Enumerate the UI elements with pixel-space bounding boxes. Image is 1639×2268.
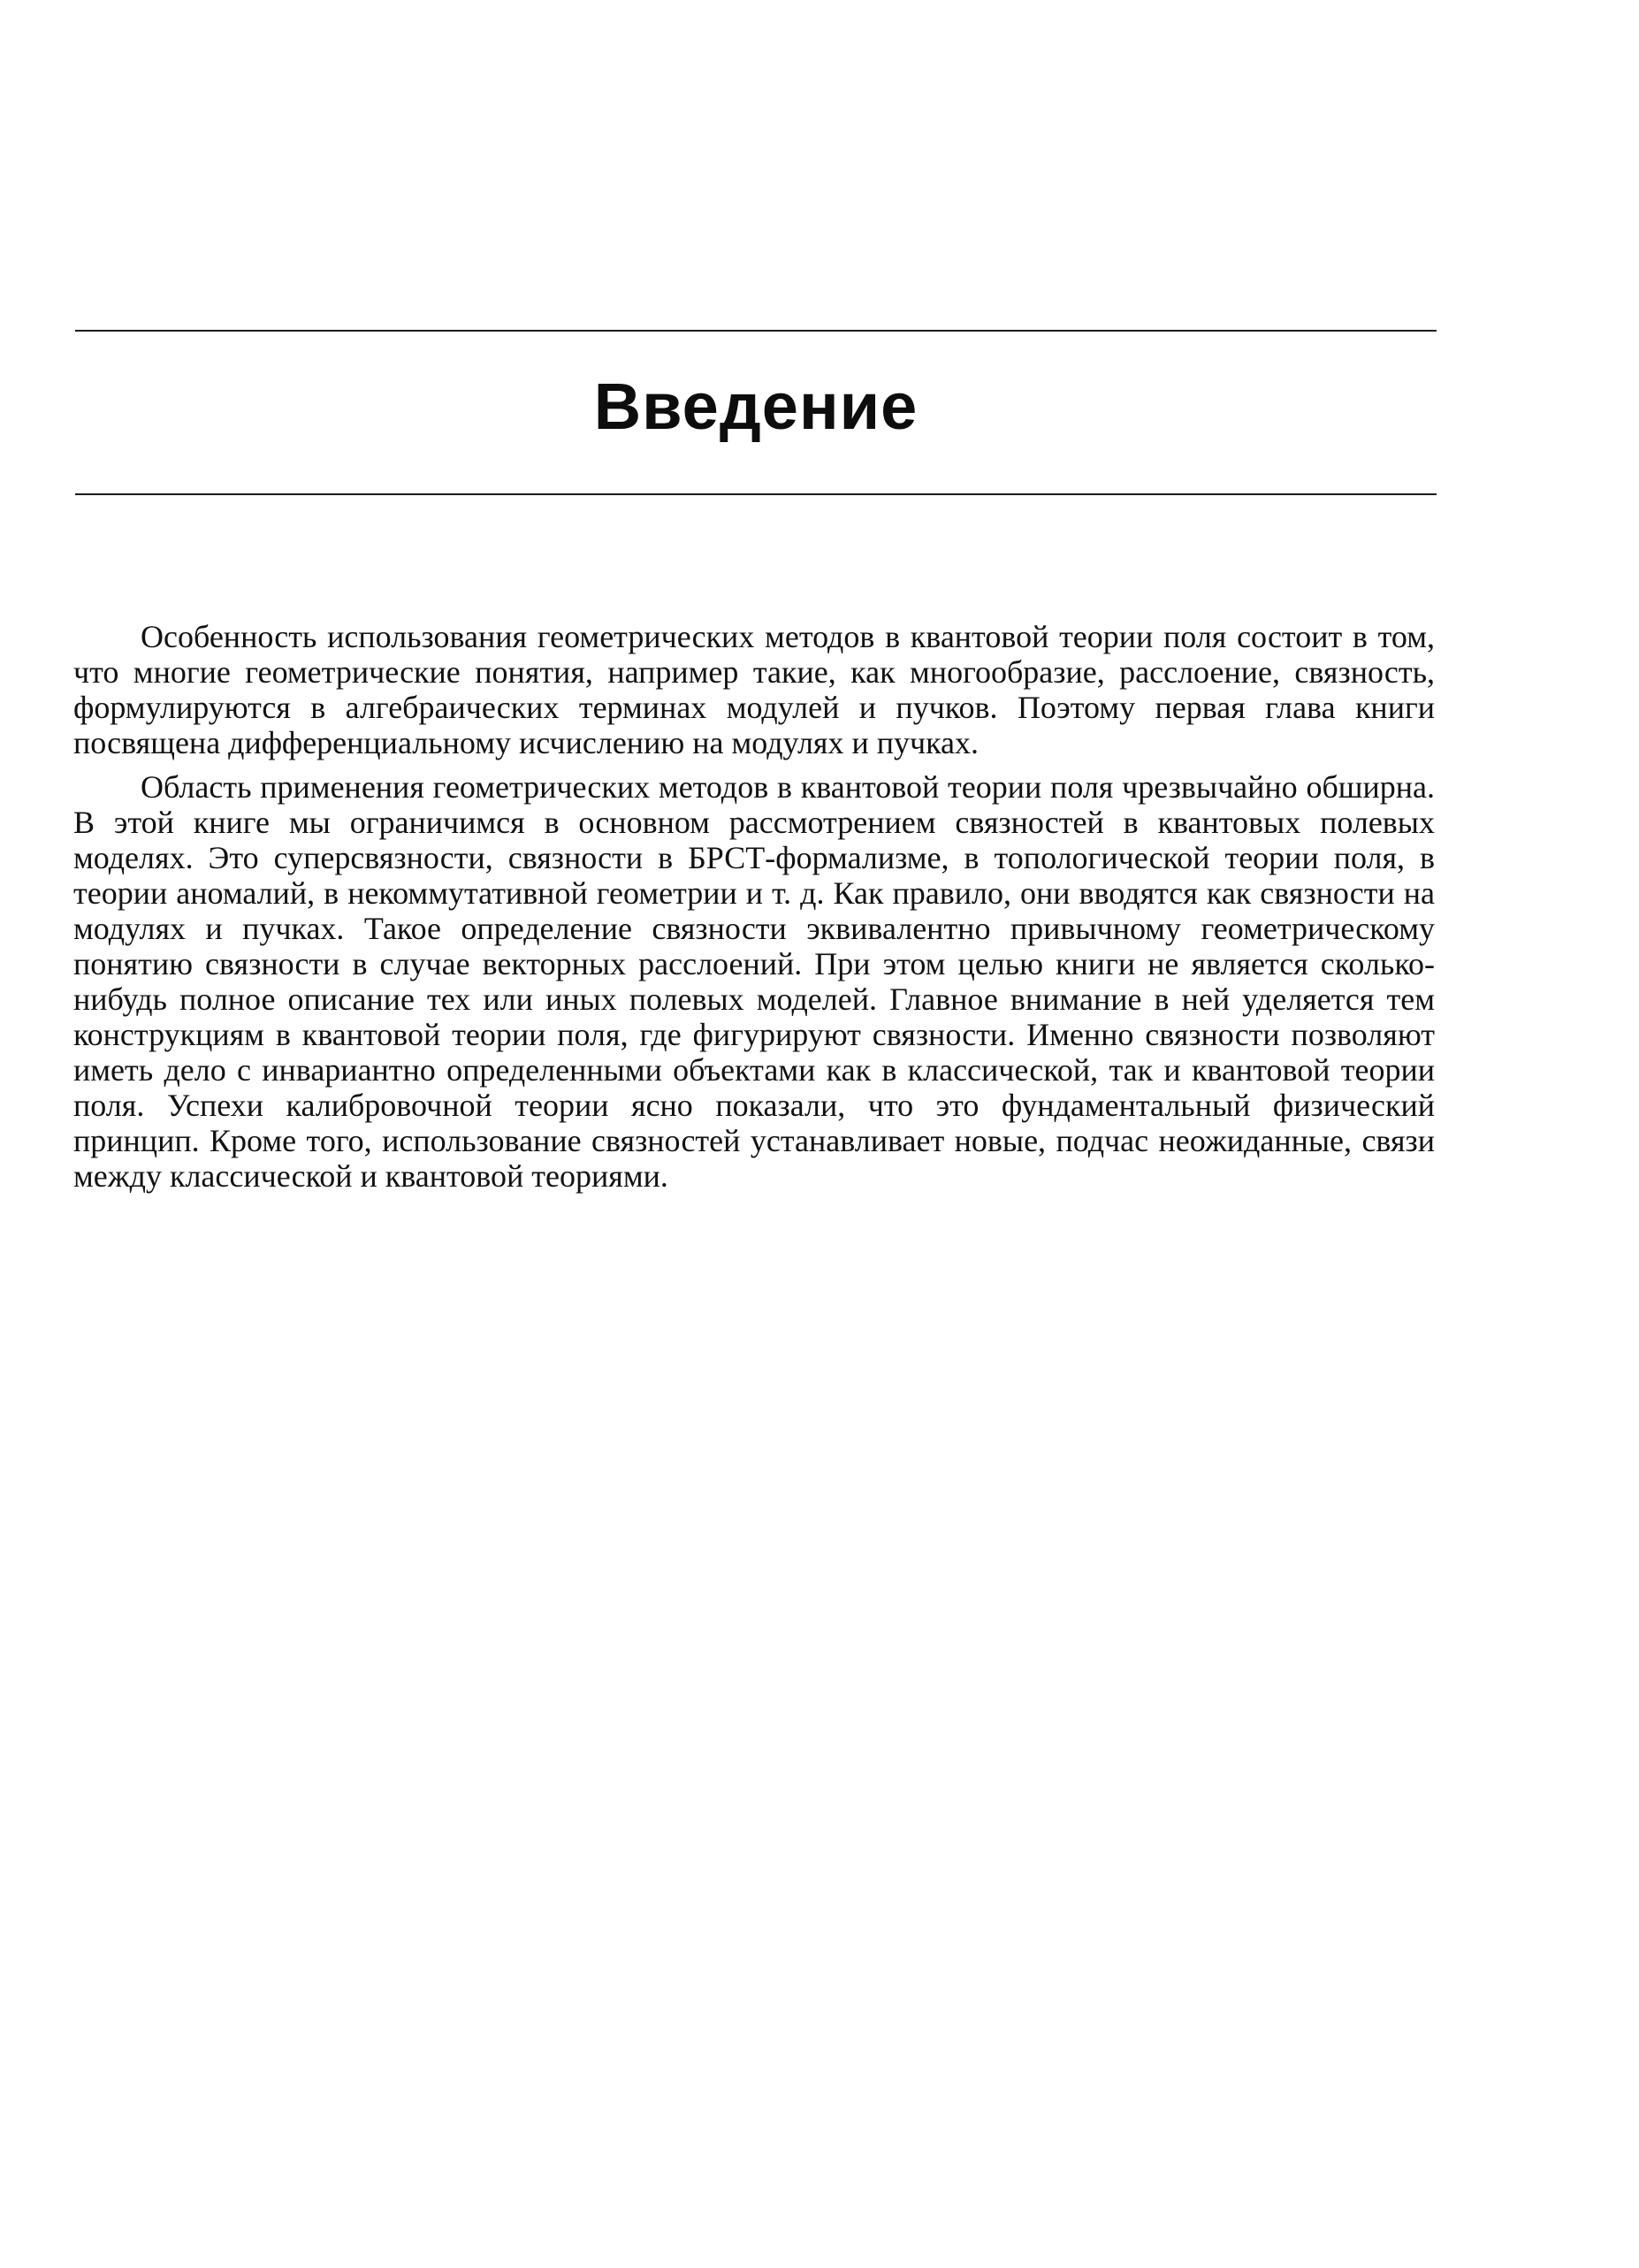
paragraph-1: Особенность использования геометрических методов в квантовой теории поля состоит в том, что многие геометрические понятия, например такие, как многообразие, расслоение, связность, формулируются в алгебраических терминах модулей и пучков. Поэтому первая глава книги посвящена дифференциальному исчислению на модулях и пучках. xyxy=(73,619,1435,760)
body-text xyxy=(73,619,1435,1194)
paragraph-2: Область применения геометрических методов в квантовой теории поля чрезвычайно обширна. В этой книге мы ограничимся в основном рассмотрением связностей в квантовых полевых моделях. Это суперсвязности, связности в БРСТ-формализме, в топологической теории поля, в теории аномалий, в некоммутативной геометрии и т. д. Как правило, они вводятся как связности на модулях и пучках. Такое определение связности эквивалентно привычному геометрическому понятию связности в случае векторных расслоений. При этом целью книги не является сколько-нибудь полное описание тех или иных полевых моделей. Главное внимание в ней уделяется тем конструкциям в квантовой теории поля, где фигурируют связности. Именно связности позволяют иметь дело с инвариантно определенными объектами как в классической, так и квантовой теории поля. Успехи калибровочной теории ясно показали, что это фундаментальный физический принцип. Кроме того, использование связностей устанавливает новые, подчас неожиданные, связи между классической и квантовой теориями. xyxy=(73,769,1435,1194)
title-rule-top xyxy=(75,330,1437,332)
chapter-title: Введение xyxy=(593,370,919,443)
title-rule-bottom xyxy=(75,493,1437,495)
